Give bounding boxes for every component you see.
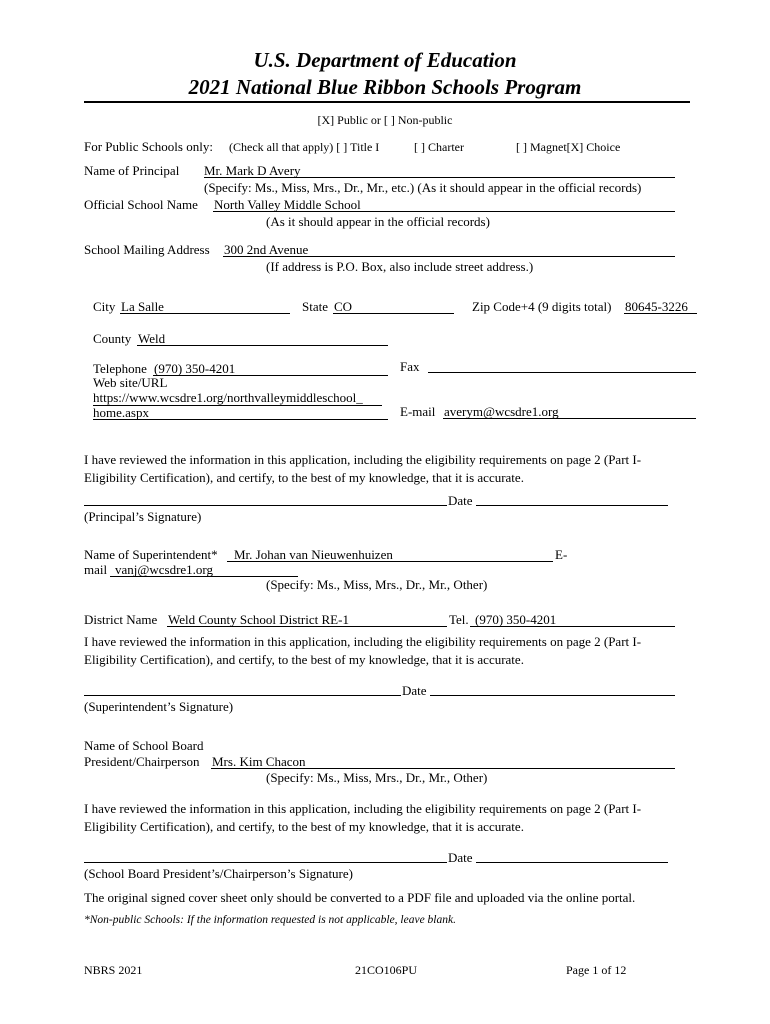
board-date-label: Date (448, 850, 473, 865)
superintendent-hint: (Specify: Ms., Miss, Mrs., Dr., Mr., Other) (266, 577, 488, 592)
telephone-value: (970) 350-4201 (154, 361, 236, 376)
address-label: School Mailing Address (84, 242, 210, 257)
school-name-label: Official School Name (84, 197, 198, 212)
zip-underline (624, 313, 697, 314)
board-certification: I have reviewed the information in this application, including the eligibility requirements on page 2 (Part I-Eligibility Certification), and certify, to the best of my knowledge, that it is accurate. (84, 801, 642, 834)
superintendent-label: Name of Superintendent* (84, 547, 218, 562)
school-name-hint: (As it should appear in the official records) (266, 214, 490, 229)
district-tel-label: Tel. (449, 612, 469, 627)
state-underline (333, 313, 454, 314)
fax-underline (428, 372, 696, 373)
email-underline (443, 418, 696, 419)
website-underline-2 (93, 419, 388, 420)
board-label-line2: President/Chairperson (84, 754, 200, 769)
telephone-underline (153, 375, 388, 376)
city-underline (120, 313, 290, 314)
footer-center: 21CO106PU (355, 963, 418, 977)
email-label: E-mail (400, 404, 436, 419)
principal-date-label: Date (448, 493, 473, 508)
charter-option: [ ] Charter (414, 140, 464, 154)
state-label: State (302, 299, 328, 314)
county-value: Weld (138, 331, 166, 346)
website-value-line2: home.aspx (93, 405, 149, 420)
principal-signature-line (84, 505, 447, 506)
school-name-value: North Valley Middle School (214, 197, 361, 212)
nonpublic-note: *Non-public Schools: If the information requested is not applicable, leave blank. (84, 914, 456, 926)
superintendent-value: Mr. Johan van Nieuwenhuizen (234, 547, 393, 562)
principal-hint: (Specify: Ms., Miss, Mrs., Dr., Mr., etc.) (As it should appear in the official records) (204, 180, 642, 195)
board-signature-line (84, 862, 447, 863)
website-label: Web site/URL (93, 375, 168, 390)
address-value: 300 2nd Avenue (224, 242, 309, 257)
principal-date-line (476, 505, 668, 506)
telephone-label: Telephone (93, 361, 147, 376)
upload-note: The original signed cover sheet only should be converted to a PDF file and uploaded via the online portal. (84, 890, 636, 905)
superintendent-underline (227, 561, 553, 562)
county-label: County (93, 331, 132, 346)
district-tel-value: (970) 350-4201 (475, 612, 557, 627)
district-value: Weld County School District RE-1 (168, 612, 349, 627)
school-type-label: For Public Schools only: (84, 139, 213, 154)
address-underline (223, 256, 675, 257)
county-underline (137, 345, 388, 346)
page-number: Page 1 of 12 (566, 963, 627, 977)
district-label: District Name (84, 612, 158, 627)
program-title: 2021 National Blue Ribbon Schools Program (188, 75, 582, 99)
school-name-underline (213, 211, 675, 212)
district-tel-underline (470, 626, 675, 627)
principal-underline (204, 177, 675, 178)
superintendent-email-label-a: E- (555, 547, 568, 562)
city-label: City (93, 299, 116, 314)
state-value: CO (334, 299, 353, 314)
superintendent-email-value: vanj@wcsdre1.org (115, 562, 214, 577)
principal-label: Name of Principal (84, 163, 180, 178)
fax-label: Fax (400, 359, 420, 374)
page-title: U.S. Department of Education (253, 48, 517, 72)
board-date-line (476, 862, 668, 863)
superintendent-date-label: Date (402, 683, 427, 698)
board-value: Mrs. Kim Chacon (212, 754, 306, 769)
board-label-line1: Name of School Board (84, 738, 204, 753)
board-underline (211, 768, 675, 769)
principal-signature-caption: (Principal’s Signature) (84, 509, 202, 524)
superintendent-signature-line (84, 695, 401, 696)
district-underline (167, 626, 447, 627)
magnet-choice-option: [ ] Magnet[X] Choice (516, 140, 621, 154)
address-hint: (If address is P.O. Box, also include street address.) (266, 259, 534, 274)
email-value: averym@wcsdre1.org (444, 404, 559, 419)
zip-label: Zip Code+4 (9 digits total) (472, 299, 612, 314)
board-signature-caption: (School Board President’s/Chairperson’s Signature) (84, 866, 353, 881)
school-type-note: (Check all that apply) [ ] Title I (229, 140, 380, 154)
title-rule (84, 101, 690, 103)
footer-left: NBRS 2021 (84, 963, 143, 977)
city-value: La Salle (121, 299, 164, 314)
superintendent-email-label-b: mail (84, 562, 108, 577)
superintendent-date-line (430, 695, 675, 696)
principal-value: Mr. Mark D Avery (204, 163, 301, 178)
public-status: [X] Public or [ ] Non-public (317, 113, 453, 127)
board-hint: (Specify: Ms., Miss, Mrs., Dr., Mr., Other) (266, 770, 488, 785)
zip-value: 80645-3226 (625, 299, 688, 314)
website-value-line1: https://www.wcsdre1.org/northvalleymiddleschool_ (93, 390, 363, 405)
superintendent-certification: I have reviewed the information in this application, including the eligibility requirements on page 2 (Part I-Eligibility Certification), and certify, to the best of my knowledge, that it is accurate. (84, 634, 642, 667)
principal-certification: I have reviewed the information in this application, including the eligibility requirements on page 2 (Part I-Eligibility Certification), and certify, to the best of my knowledge, that it is accurate. (84, 452, 642, 485)
superintendent-signature-caption: (Superintendent’s Signature) (84, 699, 234, 714)
